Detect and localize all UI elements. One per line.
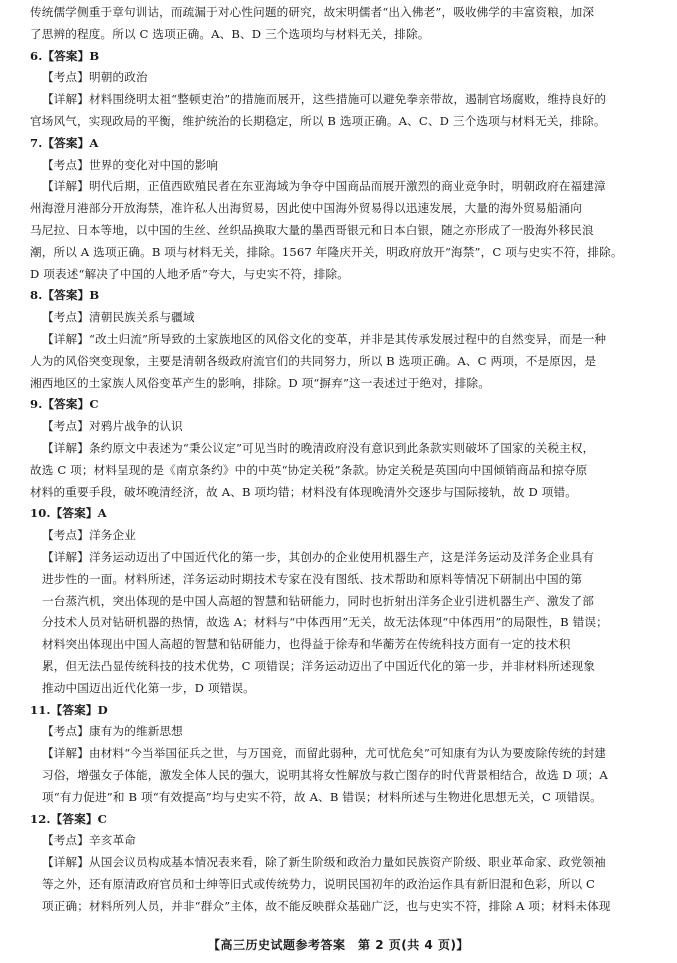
page-footer: 【高三历史试题参考答案 第 2 页(共 4 页)】 (208, 938, 469, 952)
text-line: 【考点】对鸦片战争的认识 (42, 419, 183, 434)
text-line: 官场风气，实现政局的平衡，维护统治的长期稳定，所以 B 选项正确。A、C、D 三个选项与材料无关，排除。 (30, 114, 606, 128)
question-answer-heading: 9.【答案】C (30, 397, 99, 412)
text-line: 【详解】洋务运动迈出了中国近代化的第一步，其创办的企业使用机器生产，这是洋务运动及洋务企业具有 (42, 550, 594, 564)
text-line: 累，但无法凸显传统科技的技术优势，C 项错误；洋务运动迈出了中国近代化的第一步，并非材料所述现象 (42, 659, 596, 673)
text-line: 项“有力促进”和 B 项“有效提高”均与史实不符，故 A、B 错误；材料所述与生物进化思想无关，C 项错误。 (42, 789, 602, 804)
text-line: 材料的重要手段，破坏晚清经济，故 A、B 项均错；材料没有体现晚清外交逐步与国际接轨，故 D 项错。 (30, 484, 577, 499)
text-line: 【考点】辛亥革命 (42, 833, 136, 848)
text-line: 【考点】明朝的政治 (42, 70, 148, 85)
text-line: 【详解】从国会议员构成基本情况表来看，除了新生阶级和政治力量如民族资产阶级、职业革命家、政党领袖 (42, 855, 606, 870)
text-line: 【详解】由材料“今当举国征兵之世，与万国竞，而留此弱种，尤可忧危矣”可知康有为认为要废除传统的封建 (42, 746, 607, 761)
question-answer-heading: 12.【答案】C (30, 811, 107, 826)
question-answer-heading: 8.【答案】B (30, 288, 100, 303)
text-line: 了思辨的程度。所以 C 选项正确。A、B、D 三个选项均与材料无关，排除。 (30, 26, 430, 41)
text-line: 习俗，增强女子体能，激发全体人民的强大，说明其将女性解放与救亡图存的时代背景相结合，故选 D 项；A (42, 768, 608, 782)
text-line: 【详解】明代后期，正值西欧殖民者在东亚海域为争夺中国商品而展开激烈的商业竞争时，明朝政府在福建漳 (42, 179, 606, 194)
question-answer-heading: 7.【答案】A (30, 135, 99, 150)
text-line: 材料突出体现出中国人高超的智慧和钻研能力，也得益于徐寿和华蘅芳在传统科技方面有一定的技术积 (42, 637, 571, 652)
text-line: 【详解】“改土归流”所导致的土家族地区的风俗文化的变革，并非是其传承发展过程中的自然变异，而是一种 (42, 332, 607, 346)
text-line: 湘西地区的土家族人风俗变革产生的影响，排除。D 项“摒弃”这一表述过于绝对，排除。 (30, 375, 490, 390)
text-line: 项正确；材料所列人员，并非“群众”主体，故不能反映群众基础广泛，也与史实不符，排除 A 项；材料未体现 (42, 898, 611, 913)
text-line: 传统儒学侧重于章句训诂，而疏漏于对心性问题的研究，故宋明儒者“出入佛老”，吸收佛学的丰富资粮，加深 (30, 5, 595, 19)
text-line: 等之外，还有原清政府官员和士绅等旧式或传统势力，说明民国初年的政治运作具有新旧混和色彩，所以 C (42, 877, 596, 891)
text-line: 【考点】洋务企业 (42, 528, 136, 543)
text-line: 分技术人员对钻研机器的热情，故选 A；材料与“中体西用”无关，故无法体现“中体西用”的局限性，B 错误； (42, 615, 608, 630)
text-line: 【考点】世界的变化对中国的影响 (42, 157, 219, 172)
text-line: 推动中国迈出近代化第一步，D 项错误。 (42, 680, 255, 695)
text-line: 马尼拉、日本等地，以中国的生丝、丝织品换取大量的墨西哥银元和日本白银，随之亦形成了一股海外移民浪 (30, 223, 594, 237)
question-answer-heading: 6.【答案】B (30, 48, 100, 63)
question-answer-heading: 10.【答案】A (30, 506, 107, 521)
text-line: 潮，所以 A 选项正确。B 项与材料无关，排除。1567 年隆庆开关，明政府放开“海禁”，C 项与史实不符，排除。 (30, 244, 623, 259)
text-line: 【详解】材料围绕明太祖“整顿吏治”的措施而展开，这些措施可以避免拳亲带故，遏制官场腐败，维持良好的 (42, 92, 607, 107)
text-line: 州海澄月港部分开放海禁，准许私人出海贸易，因此使中国海外贸易得以迅速发展，大量的海外贸易船涌向 (30, 201, 582, 216)
text-line: 【考点】康有为的维新思想 (42, 724, 183, 739)
text-line: 【考点】清朝民族关系与疆域 (42, 310, 195, 325)
text-line: 一台蒸汽机，突出体现的是中国人高超的智慧和钻研能力，同时也折射出洋务企业引进机器生产、激发了部 (42, 593, 594, 608)
text-line: 故选 C 项；材料呈现的是《南京条约》中的中英“协定关税”条款。协定关税是英国向中国倾销商品和掠夺原 (30, 462, 588, 477)
text-line: 人为的风俗突变现象，主要是清朝各级政府流官们的共同努力，所以 B 选项正确。A、C 两项，不是原因，是 (30, 353, 597, 368)
text-line: D 项表述“解决了中国的人地矛盾”夸大，与史实不符，排除。 (30, 266, 350, 281)
question-answer-heading: 11.【答案】D (30, 702, 108, 717)
text-line: 进步性的一面。材料所述，洋务运动时期技术专家在没有图纸、技术帮助和原料等情况下研制出中国的第 (42, 571, 583, 586)
text-line: 【详解】条约原文中表述为“秉公议定”可见当时的晚清政府没有意识到此条款实则破坏了国家的关税主权， (42, 441, 595, 455)
